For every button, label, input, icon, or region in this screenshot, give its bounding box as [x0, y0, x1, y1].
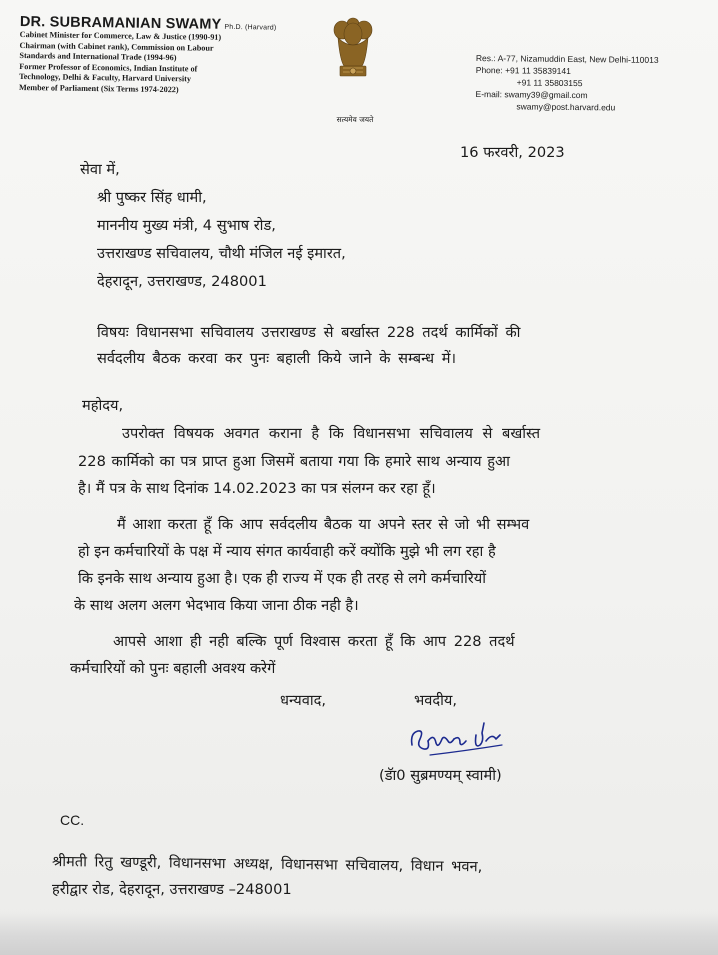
residence-address: Res.: A-77, Nizamuddin East, New Delhi-110013: [475, 52, 659, 65]
national-emblem-icon: [330, 12, 376, 124]
salutation: सेवा में,: [80, 161, 120, 178]
greeting: महोदय,: [82, 397, 124, 414]
sender-degree: Ph.D. (Harvard): [224, 23, 277, 32]
email-2: swamy@post.harvard.edu: [516, 101, 616, 113]
recipient-line: उत्तराखण्ड सचिवालय, चौथी मंजिल नई इमारत,: [97, 245, 346, 262]
body-line: मैं आशा करता हूँ कि आप सर्वदलीय बैठक या अपने स्तर से जो भी सम्भव: [117, 516, 530, 533]
handwritten-signature: [404, 715, 514, 763]
cc-label: CC.: [60, 812, 85, 828]
recipient-line: श्री पुष्कर सिंह धामी,: [97, 189, 207, 206]
body-line: के साथ अलग अलग भेदभाव किया जाना ठीक नही है।: [74, 597, 359, 614]
body-line: है। मैं पत्र के साथ दिनांक 14.02.2023 का पत्र संलग्न कर रहा हूँ।: [78, 480, 436, 497]
letterhead-left: [19, 14, 320, 98]
letter-date: 16 फरवरी, 2023: [460, 144, 565, 161]
email-1: E-mail: swamy39@gmail.com: [475, 88, 588, 101]
body-line: हो इन कर्मचारियों के पक्ष में न्याय संगत कार्यवाही करें क्योंकि मुझे भी लग रहा है: [78, 543, 496, 560]
thanks-text: धन्यवाद,: [280, 692, 327, 709]
phone-2: +91 11 35803155: [516, 77, 583, 89]
yours-text: भवदीय,: [414, 692, 458, 709]
credential-line: Member of Parliament (Six Terms 1974-2022): [18, 82, 179, 95]
credential-line: Standards and International Trade (1994-96): [19, 51, 177, 63]
recipient-line: माननीय मुख्य मंत्री, 4 सुभाष रोड,: [97, 217, 276, 234]
emblem-caption: सत्यमेव जयते: [336, 115, 374, 124]
cc-line: श्रीमती रितु खण्डूरी, विधानसभा अध्यक्ष, विधानसभा सचिवालय, विधान भवन,: [51, 853, 483, 876]
subject-line: विषयः विधानसभा सचिवालय उत्तराखण्ड से बर्खास्त 228 तदर्थ कार्मिकों की: [97, 324, 521, 341]
cc-line: हरीद्वार रोड, देहरादून, उत्तराखण्ड –248001: [52, 881, 292, 898]
subject-line: सर्वदलीय बैठक करवा कर पुनः बहाली किये जाने के सम्बन्ध में।: [97, 350, 456, 367]
body-line: 228 कार्मिको का पत्र प्राप्त हुआ जिसमें बताया गया कि हमारे साथ अन्याय हुआ: [78, 453, 510, 470]
credential-line: Former Professor of Economics, Indian Institute of: [19, 61, 198, 74]
letterhead-contact: [475, 52, 658, 114]
body-line: कर्मचारियों को पुनः बहाली अवश्य करेगें: [70, 660, 276, 677]
sender-name: DR. SUBRAMANIAN SWAMY: [19, 14, 222, 33]
body-line: कि इनके साथ अन्याय हुआ है। एक ही राज्य में एक ही तरह से लगे कर्मचारियों: [78, 570, 487, 587]
recipient-line: देहरादून, उत्तराखण्ड, 248001: [97, 273, 267, 290]
credential-line: Chairman (with Cabinet rank), Commission on Labour: [19, 40, 214, 53]
signatory-name: (डॅा0 सुब्रमण्यम् स्वामी): [379, 767, 502, 784]
body-line: उपरोक्त विषयक अवगत कराना है कि विधानसभा सचिवालय से बर्खास्त: [122, 425, 541, 442]
body-line: आपसे आशा ही नही बल्कि पूर्ण विश्वास करता हूँ कि आप 228 तदर्थ: [113, 633, 515, 650]
scan-shadow: [0, 912, 718, 955]
phone-1: Phone: +91 11 35839141: [475, 64, 571, 76]
credential-line: Cabinet Minister for Commerce, Law & Justice (1990-91): [19, 29, 222, 42]
credential-line: Technology, Delhi & Faculty, Harvard University: [19, 72, 192, 84]
